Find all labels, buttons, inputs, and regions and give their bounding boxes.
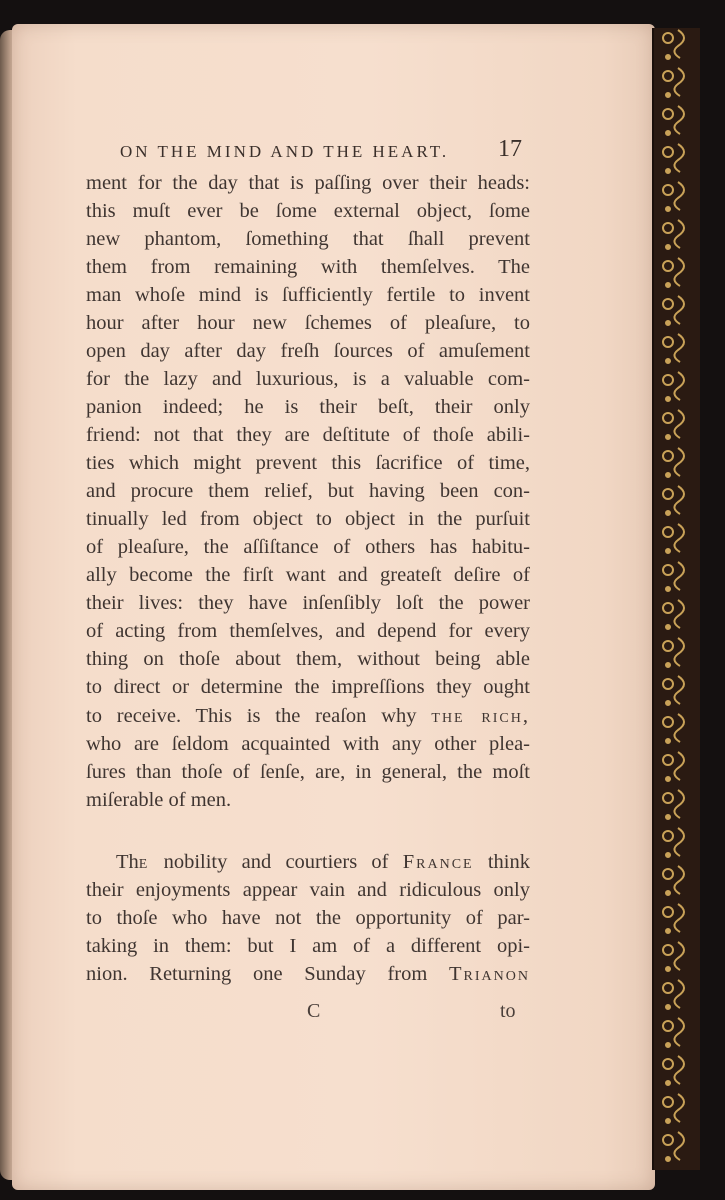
book-spine — [652, 28, 700, 1170]
paragraph-2-last-line — [86, 963, 530, 986]
text-line: hour after hour new ſchemes of pleaſure, to — [86, 312, 530, 334]
text-line: panion indeed; he is their beſt, their only — [86, 396, 530, 418]
text-line: ties which might prevent this ſacrifice of time, — [86, 452, 530, 474]
signature-mark: C — [307, 1000, 321, 1022]
text-line: friend: not that they are deſtitute of thoſe abili- — [86, 424, 530, 446]
text-line: to thoſe who have not the opportunity of par- — [86, 907, 530, 929]
running-head: ON THE MIND AND THE HEART. — [120, 142, 450, 161]
text-line: this muſt ever be ſome external object, ſome — [86, 200, 530, 222]
paragraph-2-first-line — [116, 851, 530, 874]
text-line: of pleaſure, the aſſiſtance of others has habitu- — [86, 536, 530, 558]
text-line: open day after day freſh ſources of amuſement — [86, 340, 530, 362]
text-line: their lives: they have inſenſibly loſt the power — [86, 592, 530, 614]
text-line: thing on thoſe about them, without being able — [86, 648, 530, 670]
text-line: new phantom, ſomething that ſhall prevent — [86, 228, 530, 250]
text-line: to direct or determine the impreſſions they ought — [86, 676, 530, 698]
text-line: taking in them: but I am of a different opi- — [86, 935, 530, 957]
text-line: miſerable of men. — [86, 789, 232, 811]
text-line: tinually led from object to object in the purſuit — [86, 508, 530, 530]
paragraph-2-first-text: nobility and courtiers of — [163, 851, 389, 873]
text-line: for the lazy and luxurious, is a valuable com- — [86, 368, 530, 390]
text-line: who are ſeldom acquainted with any other plea- — [86, 733, 530, 755]
page-number: 17 — [498, 136, 522, 162]
text-line: of acting from themſelves, and depend for every — [86, 620, 530, 642]
paragraph-2-first-end: think — [487, 851, 531, 873]
catchword: to — [500, 1000, 516, 1022]
text-line: ally become the firſt want and greateſt deſire of — [86, 564, 530, 586]
text-line-receive-before: to receive. This is the reaſon why — [86, 705, 417, 727]
trianon-smallcaps: Trianon — [449, 963, 530, 985]
text-line: and procure them relief, but having been con- — [86, 480, 530, 502]
dropcap: The — [116, 851, 150, 873]
the-rich-smallcaps: the rich, — [431, 705, 531, 727]
text-line: their enjoyments appear vain and ridiculous only — [86, 879, 530, 901]
france-smallcaps: France — [402, 851, 474, 873]
text-line: ment for the day that is paſſing over their heads: — [86, 172, 530, 194]
paragraph-2-last-text: nion. Returning one Sunday from — [86, 963, 428, 985]
spine-gilt-tooling — [654, 28, 700, 1170]
text-line: man whoſe mind is ſufficiently fertile to invent — [86, 284, 530, 306]
text-line: ſures than thoſe of ſenſe, are, in general, the moſt — [86, 761, 530, 783]
text-line-receive — [86, 705, 530, 728]
text-line: them from remaining with themſelves. The — [86, 256, 530, 278]
